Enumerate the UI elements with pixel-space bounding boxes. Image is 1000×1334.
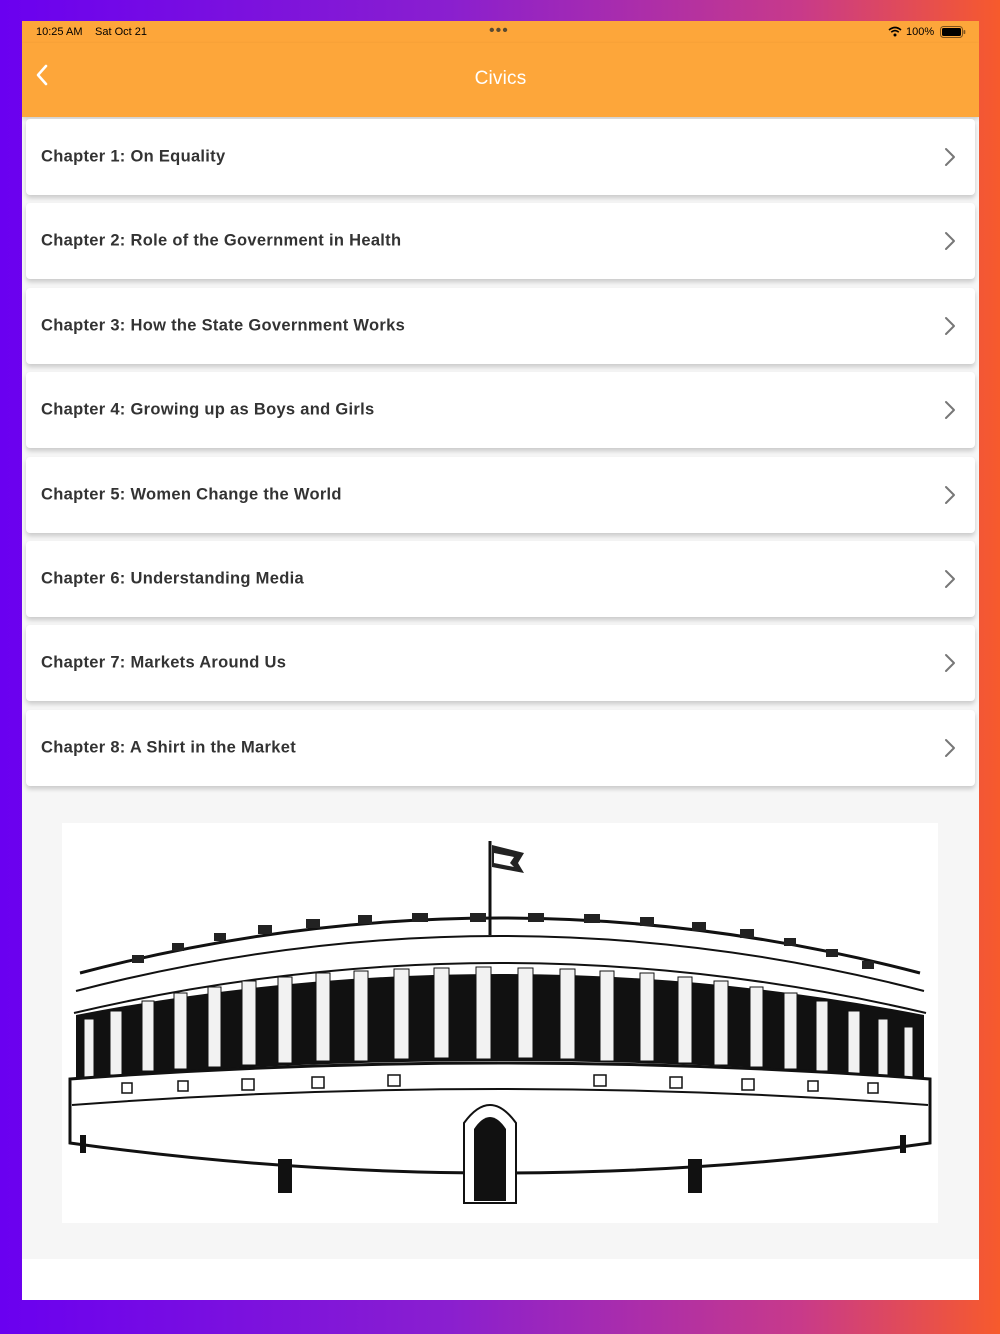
wifi-icon — [888, 26, 902, 40]
chapter-item-5[interactable] — [26, 457, 975, 533]
chevron-right-icon — [943, 400, 957, 420]
chapter-label: Chapter 1: On Equality — [41, 147, 226, 166]
chapter-item-6[interactable] — [26, 541, 975, 617]
chapter-label: Chapter 5: Women Change the World — [41, 485, 342, 504]
chevron-right-icon — [943, 569, 957, 589]
app-screen — [22, 21, 979, 1312]
chapter-label: Chapter 8: A Shirt in the Market — [41, 738, 296, 757]
status-time: 10:25 AM — [36, 26, 83, 38]
multitask-dots-icon[interactable]: ••• — [489, 22, 509, 39]
chapter-label: Chapter 3: How the State Government Works — [41, 316, 406, 335]
chevron-right-icon — [943, 738, 957, 758]
chevron-right-icon — [943, 316, 957, 336]
parliament-building-illustration — [62, 823, 938, 1223]
battery-percent: 100% — [906, 26, 935, 38]
nav-bar — [22, 43, 979, 117]
chevron-right-icon — [943, 231, 957, 251]
page-title: Civics — [474, 68, 527, 89]
chapter-item-8[interactable] — [26, 710, 975, 786]
chapter-label: Chapter 2: Role of the Government in Health — [41, 231, 402, 250]
chapter-label: Chapter 7: Markets Around Us — [41, 653, 287, 672]
frame-background — [0, 1300, 1000, 1334]
chevron-right-icon — [943, 485, 957, 505]
chevron-right-icon — [943, 653, 957, 673]
chevron-right-icon — [943, 147, 957, 167]
chapter-item-7[interactable] — [26, 625, 975, 701]
battery-icon — [940, 26, 966, 41]
status-date: Sat Oct 21 — [95, 26, 147, 38]
status-bar — [22, 21, 979, 43]
chapter-item-1[interactable] — [26, 119, 975, 195]
chapter-item-2[interactable] — [26, 203, 975, 279]
chapter-label: Chapter 6: Understanding Media — [41, 569, 304, 588]
chapter-item-4[interactable] — [26, 372, 975, 448]
chapter-item-3[interactable] — [26, 288, 975, 364]
chapter-label: Chapter 4: Growing up as Boys and Girls — [41, 400, 375, 419]
